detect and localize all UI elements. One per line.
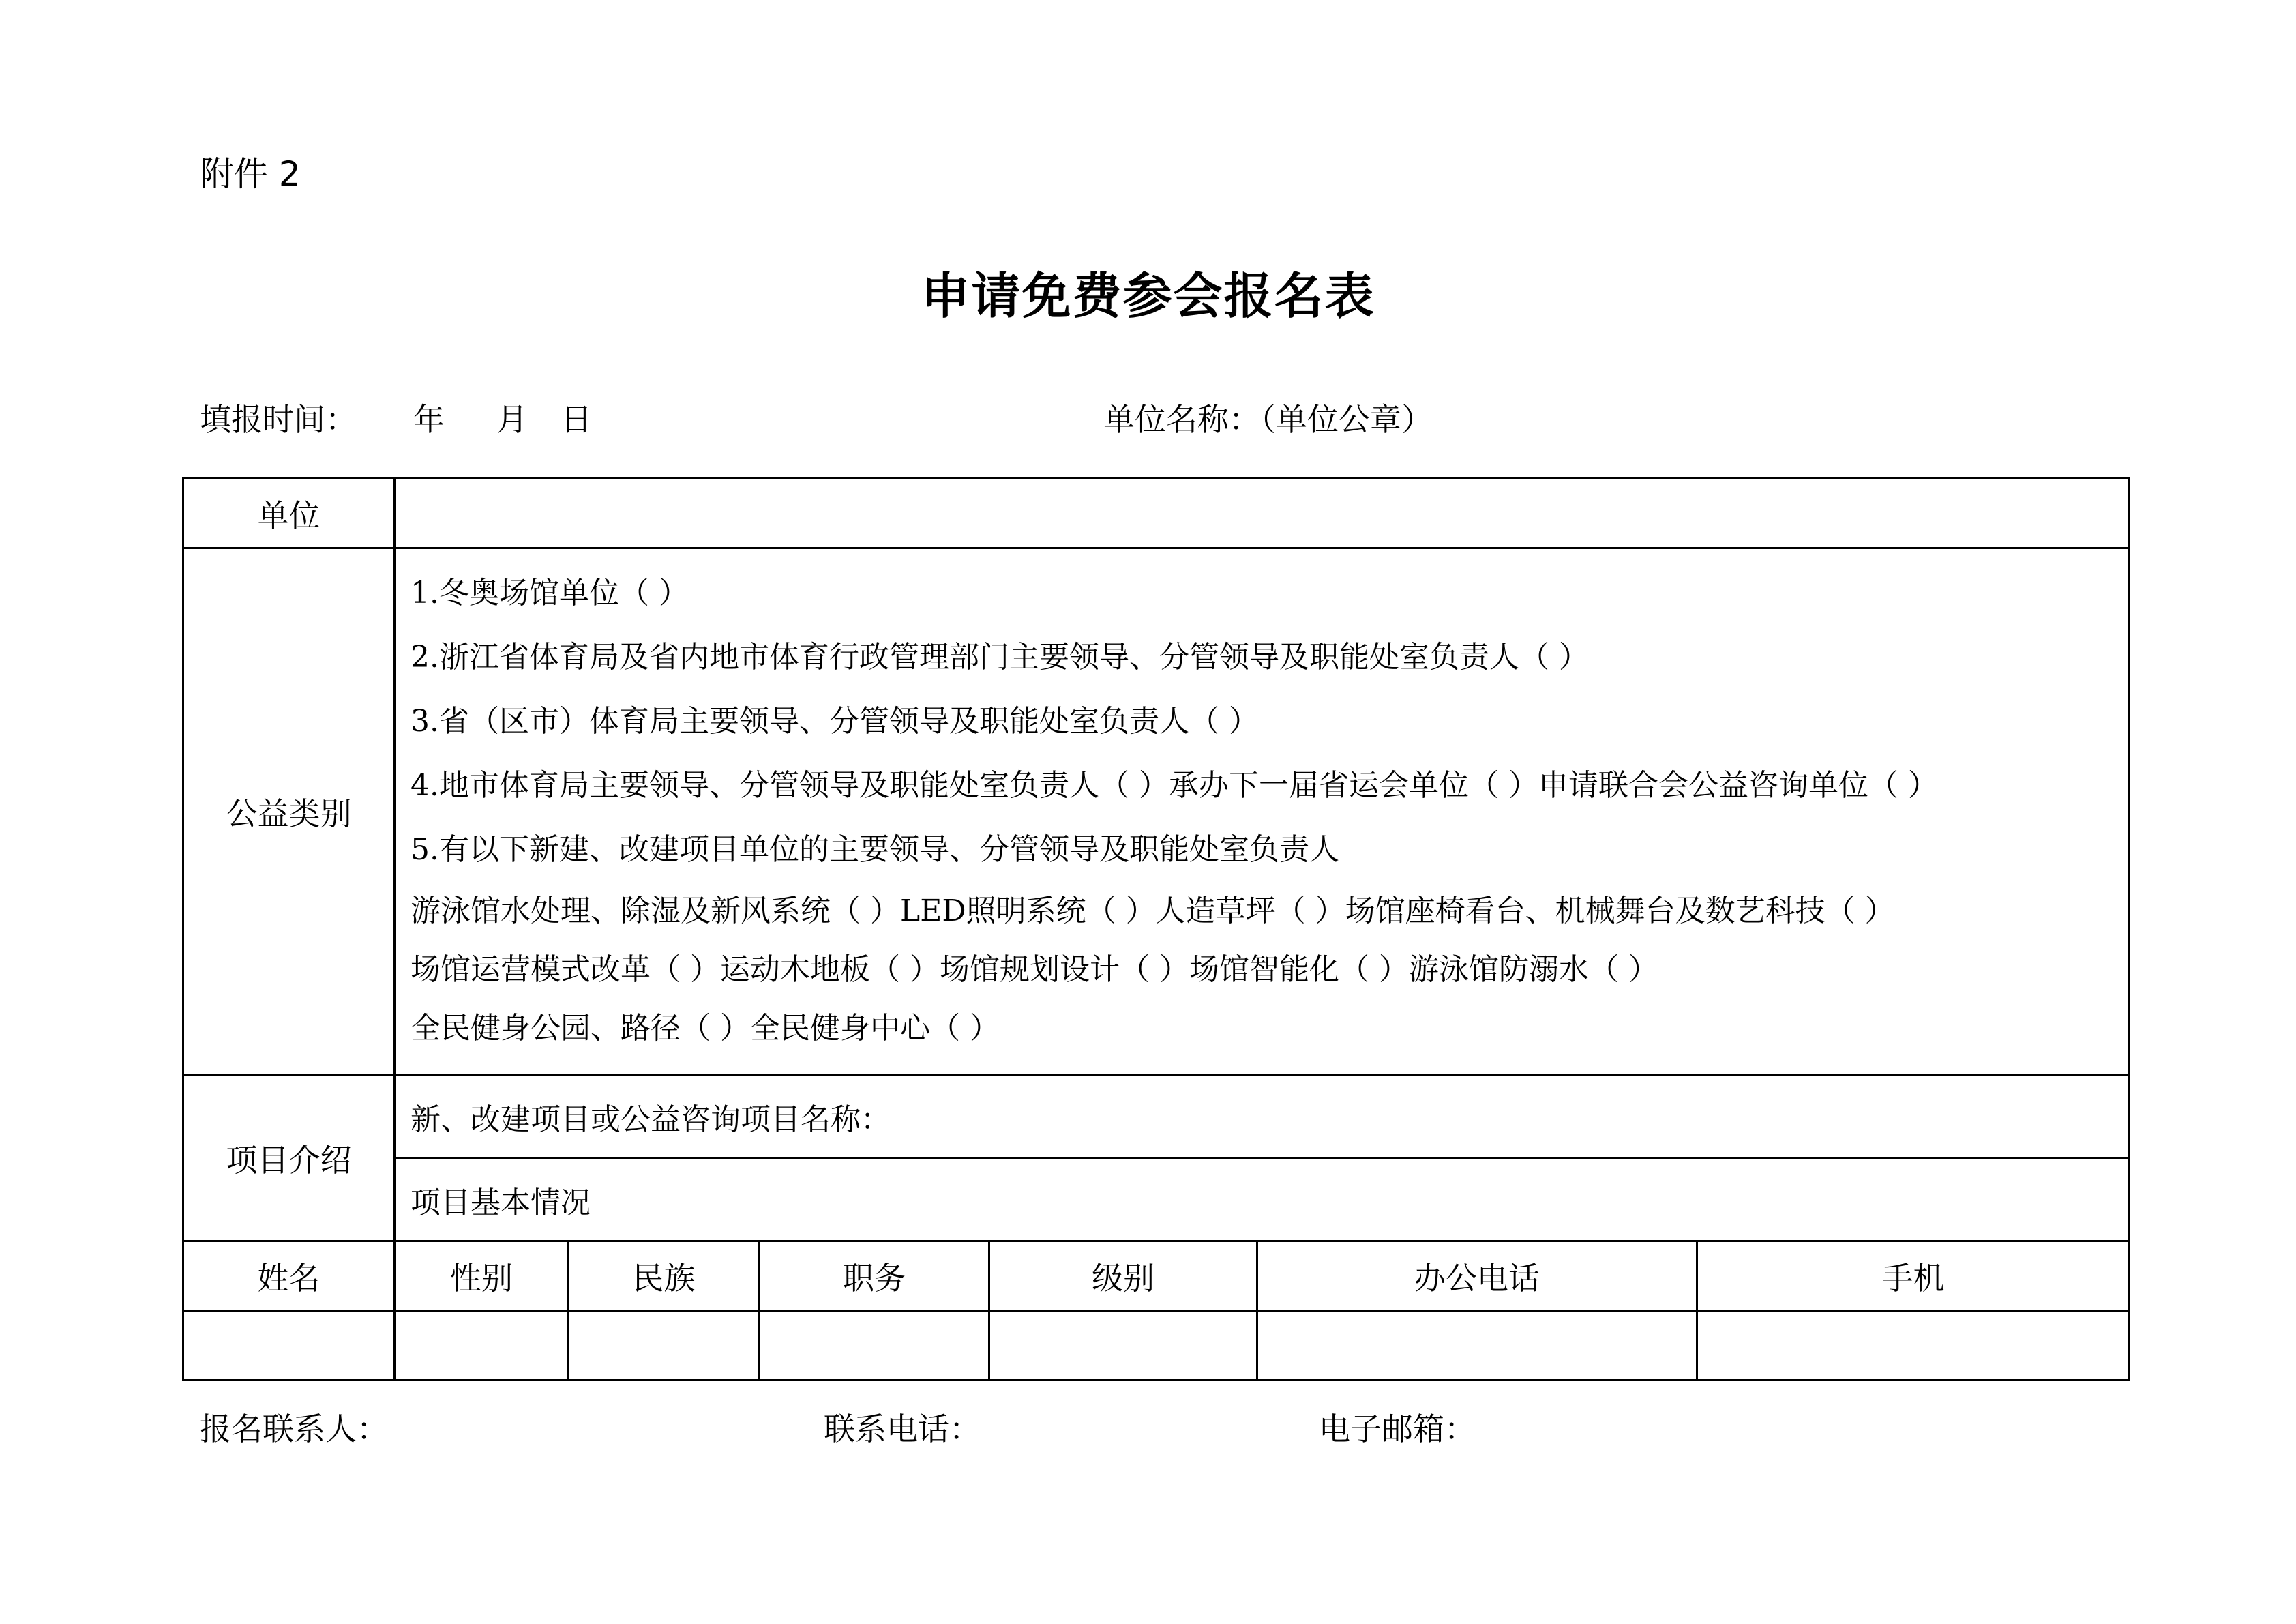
category-option-4[interactable]: 4.地市体育局主要领导、分管领导及职能处室负责人（ ）承办下一届省运会单位（ ）申请联合会公益咨询单位（ ） bbox=[411, 768, 1938, 803]
header-name: 姓名 bbox=[183, 1241, 395, 1311]
cell-office-phone[interactable] bbox=[1257, 1311, 1697, 1381]
project-name-label[interactable]: 新、改建项目或公益咨询项目名称： bbox=[395, 1075, 2130, 1158]
unit-name-label: 单位名称：（单位公章） bbox=[1103, 401, 1433, 438]
fill-time-label: 填报时间： bbox=[200, 401, 357, 438]
fill-time-year: 年 bbox=[413, 401, 445, 438]
project-options-line-1[interactable]: 游泳馆水处理、除湿及新风系统（ ）LED照明系统（ ）人造草坪（ ）场馆座椅看台、机械舞台及数艺科技（ ） bbox=[411, 894, 1895, 928]
category-option-3[interactable]: 3.省（区市）体育局主要领导、分管领导及职能处室负责人（ ） bbox=[411, 704, 1259, 739]
cell-name[interactable] bbox=[183, 1311, 395, 1381]
header-position: 职务 bbox=[760, 1241, 989, 1311]
cell-gender[interactable] bbox=[395, 1311, 569, 1381]
header-level: 级别 bbox=[989, 1241, 1257, 1311]
project-intro-label: 项目介绍 bbox=[183, 1075, 395, 1241]
project-options-line-2[interactable]: 场馆运营模式改革（ ）运动木地板（ ）场馆规划设计（ ）场馆智能化（ ）游泳馆防溺水（ ） bbox=[411, 952, 1658, 987]
project-basic-label[interactable]: 项目基本情况 bbox=[395, 1158, 2130, 1241]
category-row bbox=[183, 548, 2130, 1075]
cell-ethnicity[interactable] bbox=[569, 1311, 760, 1381]
attendee-data-row bbox=[183, 1311, 2130, 1381]
fill-time-day: 日 bbox=[561, 401, 592, 438]
form-title: 申请免费参会报名表 bbox=[921, 267, 1375, 325]
header-gender: 性别 bbox=[395, 1241, 569, 1311]
category-options-cell bbox=[395, 548, 2130, 1075]
attendee-header-row bbox=[183, 1241, 2130, 1311]
cell-level[interactable] bbox=[989, 1311, 1257, 1381]
unit-value-cell[interactable] bbox=[395, 479, 2130, 548]
unit-row bbox=[183, 479, 2130, 548]
attachment-label: 附件 2 bbox=[200, 154, 301, 194]
project-name-row bbox=[183, 1075, 2130, 1158]
header-ethnicity: 民族 bbox=[569, 1241, 760, 1311]
contact-person-label: 报名联系人： bbox=[200, 1411, 388, 1447]
cell-position[interactable] bbox=[760, 1311, 989, 1381]
project-options-line-3[interactable]: 全民健身公园、路径（ ）全民健身中心（ ） bbox=[411, 1011, 1000, 1046]
unit-label: 单位 bbox=[183, 479, 395, 548]
category-option-1[interactable]: 1.冬奥场馆单位（ ） bbox=[411, 576, 689, 610]
category-option-5: 5.有以下新建、改建项目单位的主要领导、分管领导及职能处室负责人 bbox=[411, 832, 1339, 867]
header-mobile: 手机 bbox=[1697, 1241, 2130, 1311]
header-office-phone: 办公电话 bbox=[1257, 1241, 1697, 1311]
fill-time-month: 月 bbox=[496, 401, 528, 438]
contact-phone-label: 联系电话： bbox=[824, 1411, 981, 1447]
registration-form-table bbox=[182, 477, 2130, 1381]
category-label: 公益类别 bbox=[183, 548, 395, 1075]
cell-mobile[interactable] bbox=[1697, 1311, 2130, 1381]
category-option-2[interactable]: 2.浙江省体育局及省内地市体育行政管理部门主要领导、分管领导及职能处室负责人（ ） bbox=[411, 640, 1589, 675]
email-label: 电子邮箱： bbox=[1319, 1411, 1476, 1447]
project-basic-row bbox=[183, 1158, 2130, 1241]
